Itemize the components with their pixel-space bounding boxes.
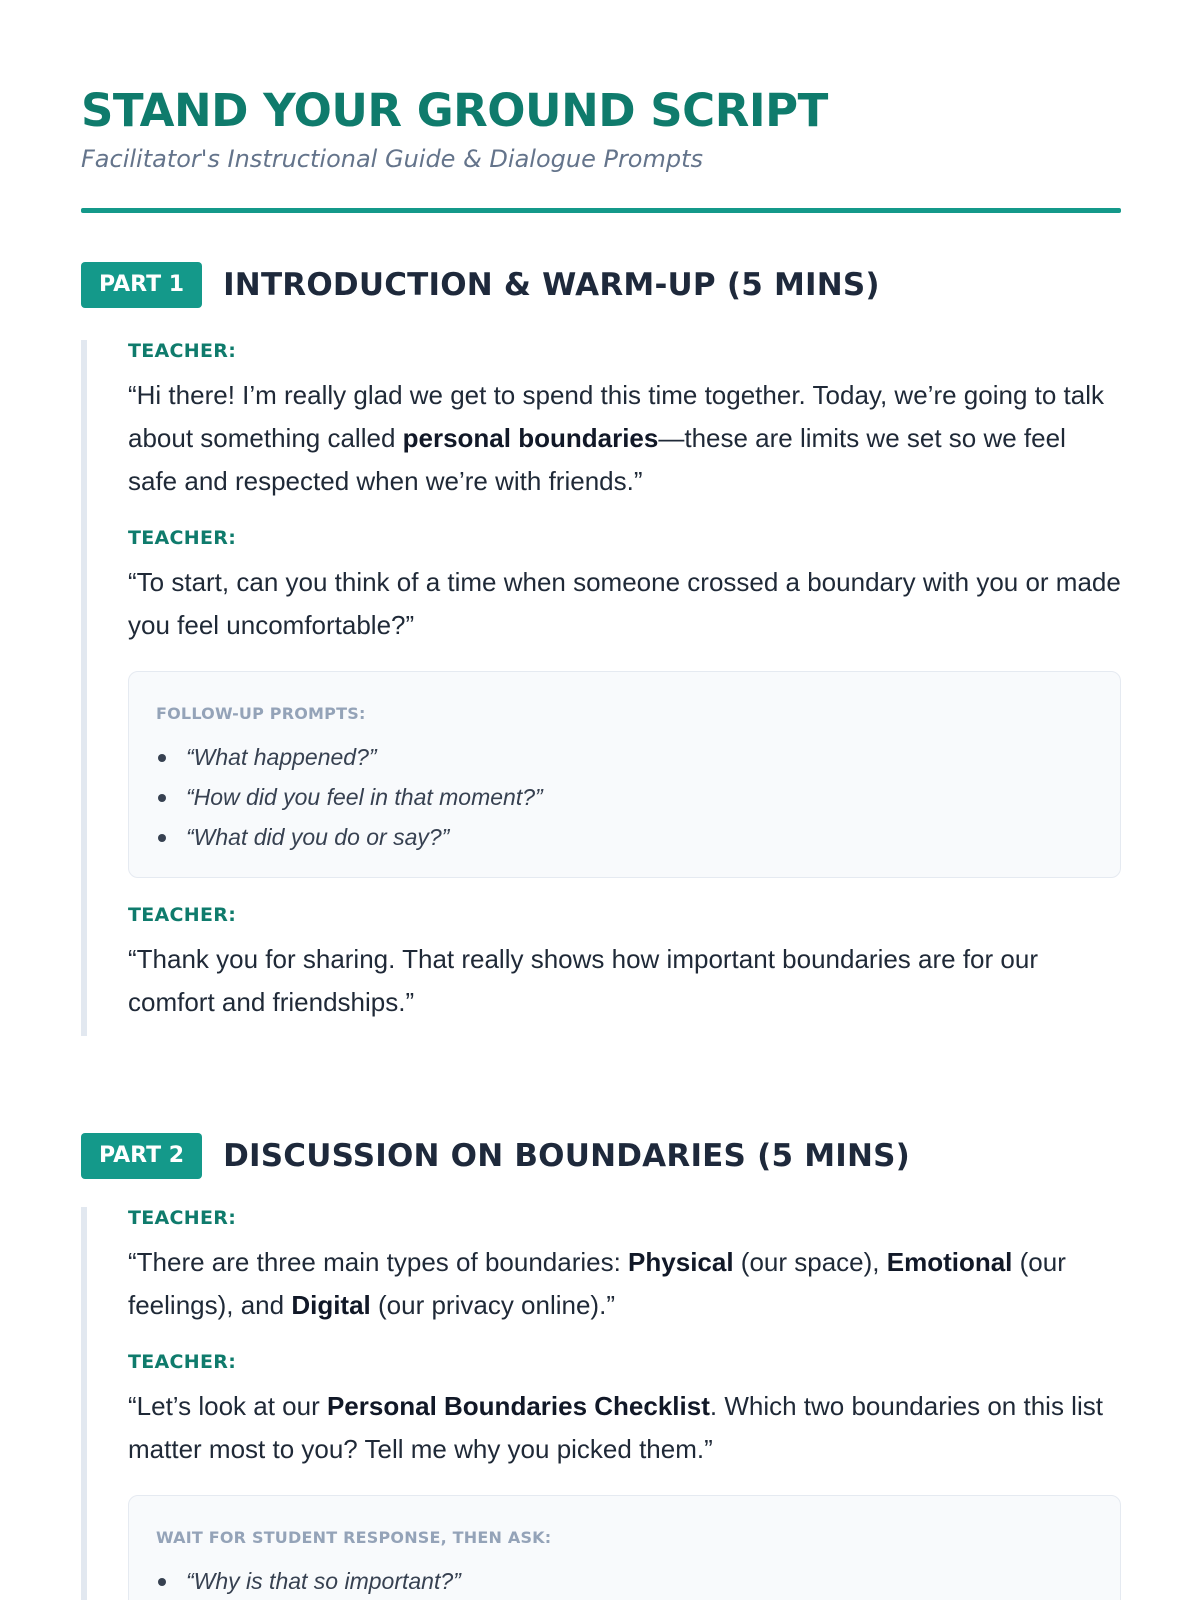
part-1-body (81, 340, 1121, 1036)
speaker-label: TEACHER: (128, 1351, 237, 1373)
prompt-item (156, 817, 1093, 857)
emphasis-text: Emotional (886, 1247, 1013, 1277)
dialogue-line (128, 1241, 1121, 1327)
part-2-body (81, 1207, 1121, 1600)
dialogue-text: “There are three main types of boundaries: (128, 1247, 629, 1277)
follow-up-prompts-box (128, 671, 1121, 878)
dialogue-text: “Let’s look at our (128, 1391, 327, 1421)
wait-prompts-box (128, 1495, 1121, 1600)
speaker-label: TEACHER: (128, 904, 237, 926)
part-badge: PART 1 (81, 262, 202, 308)
prompt-text: “Why is that so important?” (186, 1568, 461, 1594)
dialogue-text: “To start, can you think of a time when someone crossed a boundary with you or made you feel uncomfortable?” (128, 567, 1121, 640)
prompt-text: “What happened?” (186, 744, 377, 770)
bullet-icon (158, 794, 166, 802)
prompt-text: “How did you feel in that moment?” (186, 784, 543, 810)
prompt-list (156, 1561, 1093, 1600)
bullet-icon (158, 1578, 166, 1586)
dialogue-line (128, 374, 1121, 503)
speaker-label: TEACHER: (128, 527, 237, 549)
part-2-header (81, 1133, 910, 1179)
speaker-label: TEACHER: (128, 1207, 237, 1229)
part-badge: PART 2 (81, 1133, 202, 1179)
dialogue-text: (our privacy online).” (370, 1290, 615, 1320)
part-1-header (81, 262, 880, 308)
title-divider (81, 208, 1121, 213)
emphasis-text: Personal Boundaries Checklist (326, 1391, 710, 1421)
bullet-icon (158, 754, 166, 762)
prompt-box-label: WAIT FOR STUDENT RESPONSE, THEN ASK: (156, 1528, 552, 1547)
dialogue-text: . Which two boundaries on this list matter most to you? Tell me why you picked them.” (128, 1391, 1103, 1464)
part-title: INTRODUCTION & WARM-UP (5 MINS) (223, 267, 880, 303)
dialogue-line (128, 1385, 1121, 1471)
prompt-box-label: FOLLOW-UP PROMPTS: (156, 704, 366, 723)
emphasis-text: Physical (628, 1247, 734, 1277)
prompt-item (156, 737, 1093, 777)
prompt-list (156, 737, 1093, 857)
dialogue-text: “Thank you for sharing. That really shows how important boundaries are for our comfort and friendships.” (128, 944, 1038, 1017)
prompt-item (156, 777, 1093, 817)
emphasis-text: personal boundaries (402, 423, 659, 453)
dialogue-text: (our feelings), and (128, 1247, 1066, 1320)
part-title: DISCUSSION ON BOUNDARIES (5 MINS) (223, 1138, 911, 1174)
prompt-text: “What did you do or say?” (186, 824, 450, 850)
document-subtitle: Facilitator's Instructional Guide & Dialogue Prompts (81, 145, 704, 173)
speaker-label: TEACHER: (128, 340, 237, 362)
dialogue-line (128, 938, 1121, 1024)
emphasis-text: Digital (291, 1290, 371, 1320)
prompt-item (156, 1561, 1093, 1600)
dialogue-line (128, 561, 1121, 647)
dialogue-text: (our space), (733, 1247, 887, 1277)
dialogue-text: —these are limits we set so we feel safe and respected when we’re with friends.” (128, 423, 1066, 496)
document-title: STAND YOUR GROUND SCRIPT (81, 84, 828, 137)
bullet-icon (158, 834, 166, 842)
dialogue-text: “Hi there! I’m really glad we get to spend this time together. Today, we’re going to talk about something called (128, 380, 1104, 453)
